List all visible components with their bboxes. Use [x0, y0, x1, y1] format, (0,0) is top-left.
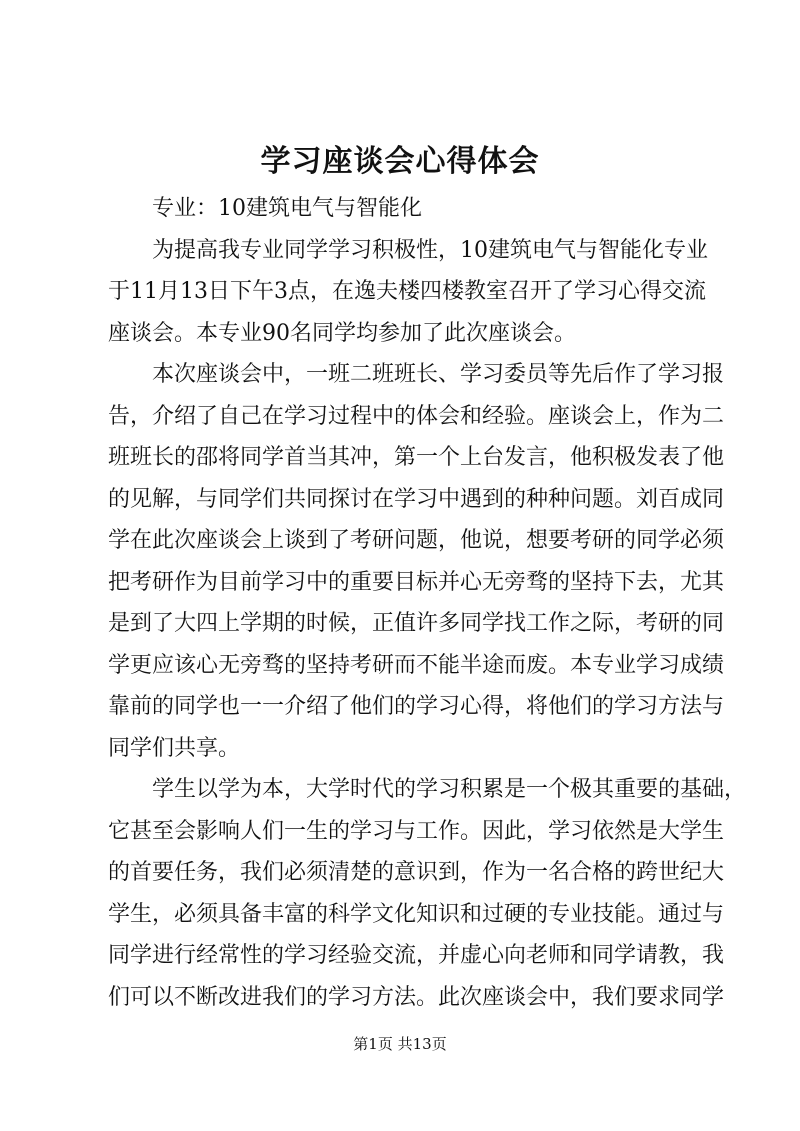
page-number-footer: 第1页 共13页 [353, 1035, 447, 1053]
paragraph-1-line-3: 座谈会。本专业90名同学均参加了此次座谈会。 [108, 320, 576, 346]
page-title: 学习座谈会心得体会 [260, 144, 540, 179]
paragraph-1-line-1: 为提高我专业同学学习积极性，10建筑电气与智能化专业 [152, 237, 708, 263]
paragraph-2-line-8: 学更应该心无旁骛的坚持考研而不能半途而废。本专业学习成绩 [108, 652, 725, 678]
paragraph-2-line-2: 告，介绍了自己在学习过程中的体会和经验。座谈会上，作为二 [108, 403, 725, 429]
paragraph-1-line-2: 于11月13日下午3点，在逸夫楼四楼教室召开了学习心得交流 [108, 279, 706, 304]
paragraph-2-line-10: 同学们共享。 [108, 735, 241, 761]
paragraph-3-line-1: 学生以学为本，大学时代的学习积累是一个极其重要的基础， [152, 777, 747, 802]
major-line: 专业：10建筑电气与智能化 [152, 196, 422, 221]
paragraph-2-line-1: 本次座谈会中，一班二班班长、学习委员等先后作了学习报 [152, 362, 725, 387]
paragraph-3-line-2: 它甚至会影响人们一生的学习与工作。因此，学习依然是大学生 [108, 818, 725, 844]
paragraph-3-line-4: 学生，必须具备丰富的科学文化知识和过硬的专业技能。通过与 [108, 901, 725, 927]
paragraph-3-line-6: 们可以不断改进我们的学习方法。此次座谈会中，我们要求同学 [108, 984, 725, 1010]
paragraph-3-line-3: 的首要任务，我们必须清楚的意识到，作为一名合格的跨世纪大 [108, 860, 725, 885]
paragraph-2-line-7: 是到了大四上学期的时候，正值许多同学找工作之际，考研的同 [108, 611, 725, 636]
paragraph-2-line-5: 学在此次座谈会上谈到了考研问题，他说，想要考研的同学必须 [108, 528, 725, 553]
document-body [108, 188, 747, 1018]
paragraph-2-line-3: 班班长的邵将同学首当其冲，第一个上台发言，他积极发表了他 [108, 445, 725, 470]
paragraph-3-line-5: 同学进行经常性的学习经验交流，并虚心向老师和同学请教，我 [108, 943, 725, 968]
paragraph-2-line-4: 的见解，与同学们共同探讨在学习中遇到的种种问题。刘百成同 [108, 486, 725, 512]
paragraph-2-line-9: 靠前的同学也一一介绍了他们的学习心得，将他们的学习方法与 [108, 694, 725, 719]
paragraph-2-line-6: 把考研作为目前学习中的重要目标并心无旁骛的坚持下去，尤其 [108, 569, 725, 595]
